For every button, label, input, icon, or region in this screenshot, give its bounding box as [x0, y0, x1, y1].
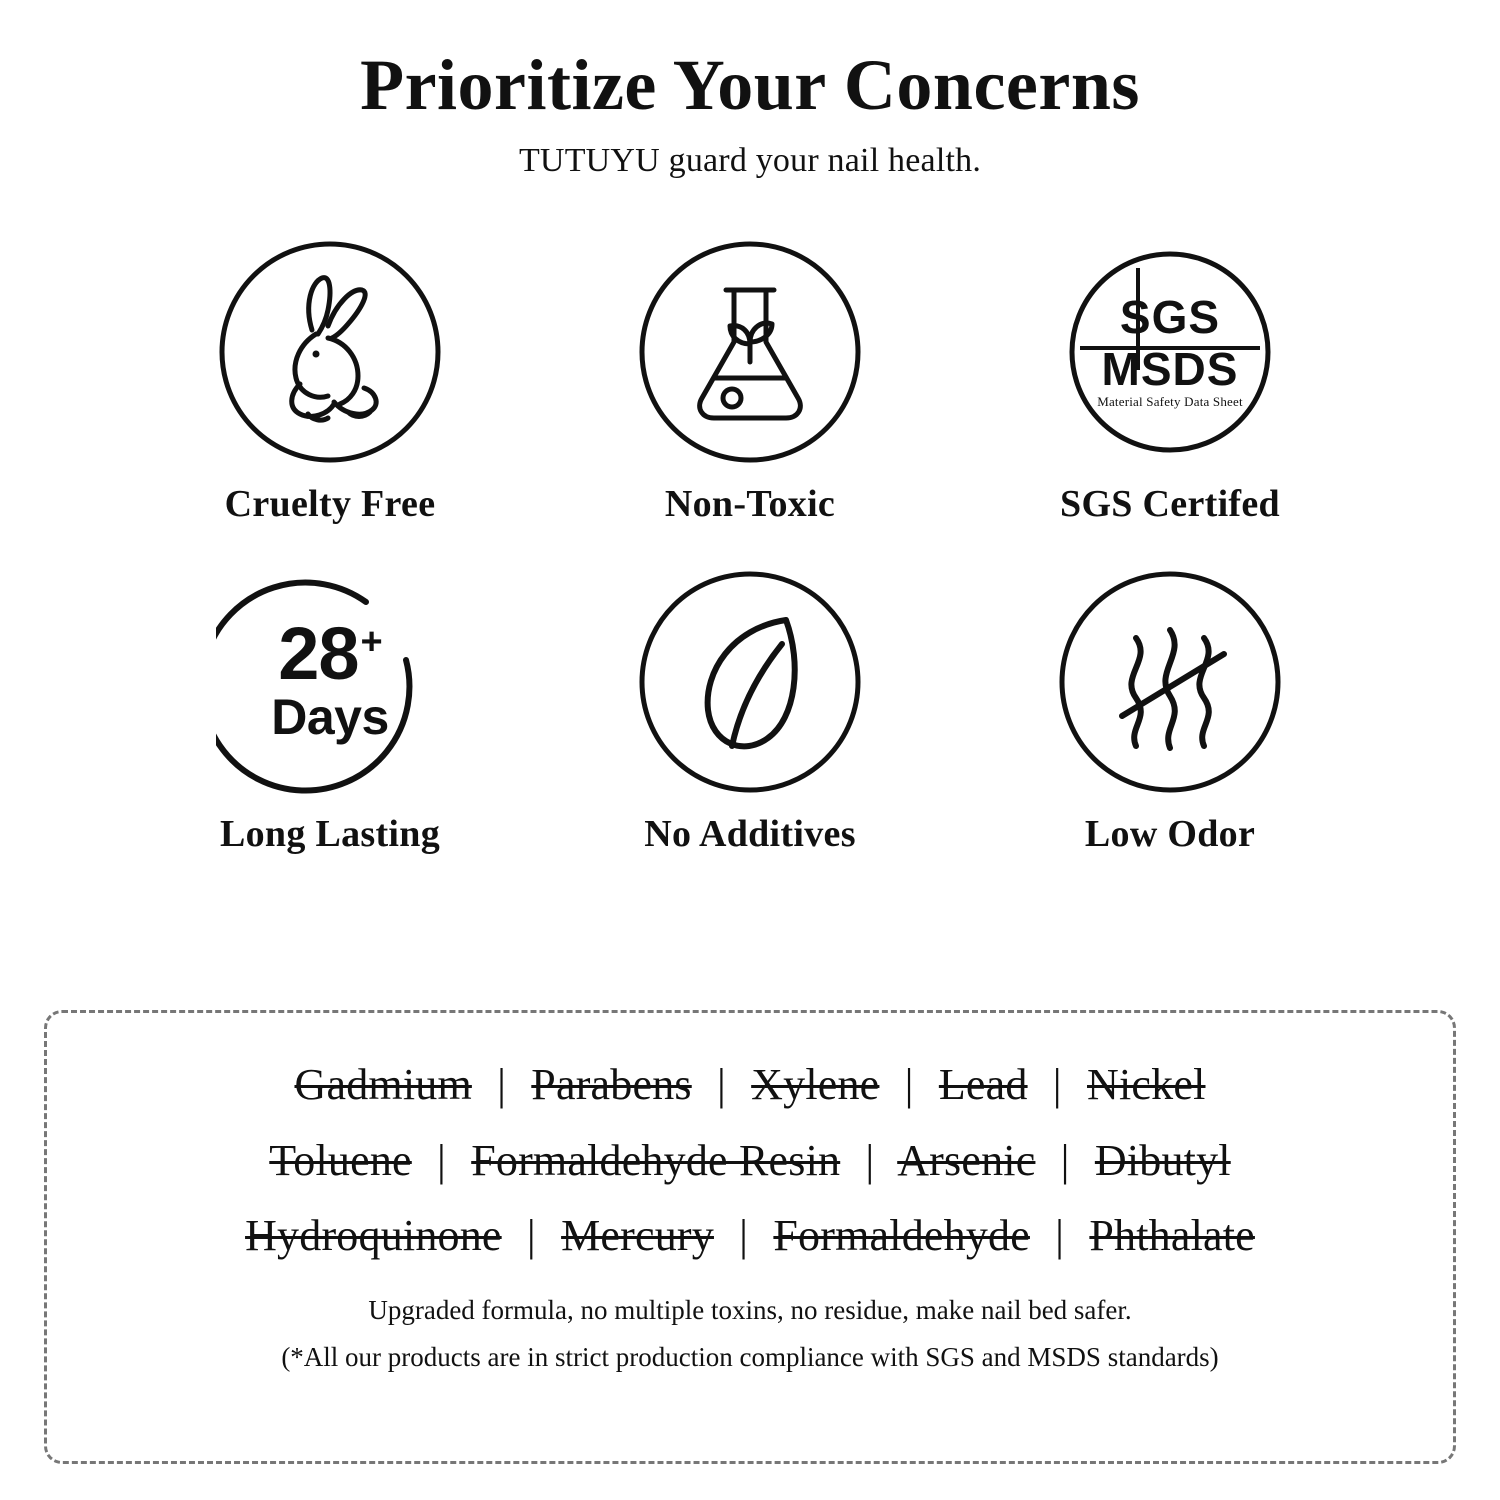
- feature-long-lasting: [120, 568, 540, 856]
- separator: |: [1060, 1135, 1070, 1185]
- ingredient: Dibutyl: [1094, 1135, 1231, 1185]
- long-lasting-badge: [216, 568, 444, 796]
- free-from-box: [44, 1010, 1456, 1464]
- sgs-badge: [1056, 238, 1284, 466]
- separator: |: [526, 1211, 536, 1261]
- feature-label: No Additives: [644, 812, 856, 855]
- days-plus: +: [360, 621, 382, 664]
- feature-no-additives: [540, 568, 960, 856]
- feature-non-toxic: [540, 238, 960, 526]
- low-odor-badge: [1056, 568, 1284, 796]
- page-subtitle: TUTUYU guard your nail health.: [518, 141, 982, 179]
- 28-days-icon: [216, 568, 444, 796]
- feature-label: Long Lasting: [219, 812, 441, 855]
- msds-label: MSDS: [1101, 342, 1239, 395]
- feature-label: Non-Toxic: [664, 482, 836, 525]
- separator: |: [1052, 1060, 1062, 1109]
- feature-label: Low Odor: [1084, 812, 1256, 855]
- ingredient-row: [81, 1047, 1419, 1123]
- separator: |: [497, 1060, 507, 1109]
- separator: |: [716, 1060, 726, 1109]
- ingredient: Arsenic: [897, 1135, 1036, 1185]
- note-secondary: (*All our products are in strict production compliance with SGS and MSDS standards): [281, 1341, 1219, 1372]
- note-primary: Upgraded formula, no multiple toxins, no residue, make nail bed safer.: [368, 1295, 1132, 1326]
- sgs-msds-icon: [1056, 238, 1284, 466]
- ingredient: Formaldehyde: [773, 1211, 1030, 1261]
- feature-low-odor: [960, 568, 1380, 856]
- flask-leaf-icon: [636, 238, 864, 466]
- leaf-icon: [636, 568, 864, 796]
- ingredient: Formaldehyde Resin: [471, 1135, 841, 1185]
- days-number: 28: [278, 612, 359, 696]
- separator: |: [904, 1060, 914, 1109]
- no-additives-badge: [636, 568, 864, 796]
- feature-sgs-certified: [960, 238, 1380, 526]
- ingredient: Lead: [938, 1060, 1028, 1109]
- ingredient-row: [81, 1198, 1419, 1274]
- ingredient: Parabens: [531, 1060, 692, 1109]
- ingredient: Toluene: [269, 1135, 412, 1185]
- feature-grid: [0, 238, 1500, 856]
- non-toxic-badge: [636, 238, 864, 466]
- ingredient-list: [81, 1047, 1419, 1274]
- ingredient: Xylene: [751, 1060, 880, 1109]
- page-title: Prioritize Your Concerns: [360, 45, 1140, 125]
- separator: |: [436, 1135, 446, 1185]
- feature-label: Cruelty Free: [224, 482, 436, 525]
- feature-cruelty-free: [120, 238, 540, 526]
- separator: |: [865, 1135, 875, 1185]
- feature-label: SGS Certifed: [1060, 482, 1280, 525]
- free-from-notes: [81, 1290, 1419, 1377]
- ingredient: Gadmium: [294, 1060, 472, 1109]
- ingredient: Nickel: [1087, 1060, 1206, 1109]
- ingredient: Hydroquinone: [245, 1211, 502, 1261]
- no-odor-icon: [1056, 568, 1284, 796]
- separator: |: [1055, 1211, 1065, 1261]
- ingredient-row: [81, 1123, 1419, 1199]
- rabbit-icon: [216, 238, 444, 466]
- header: [0, 0, 1500, 180]
- days-word: Days: [271, 688, 389, 745]
- sgs-label: SGS: [1119, 290, 1221, 343]
- cruelty-free-badge: [216, 238, 444, 466]
- ingredient: Mercury: [561, 1211, 714, 1261]
- msds-sublabel: Material Safety Data Sheet: [1097, 393, 1243, 409]
- ingredient: Phthalate: [1089, 1211, 1255, 1261]
- separator: |: [739, 1211, 749, 1261]
